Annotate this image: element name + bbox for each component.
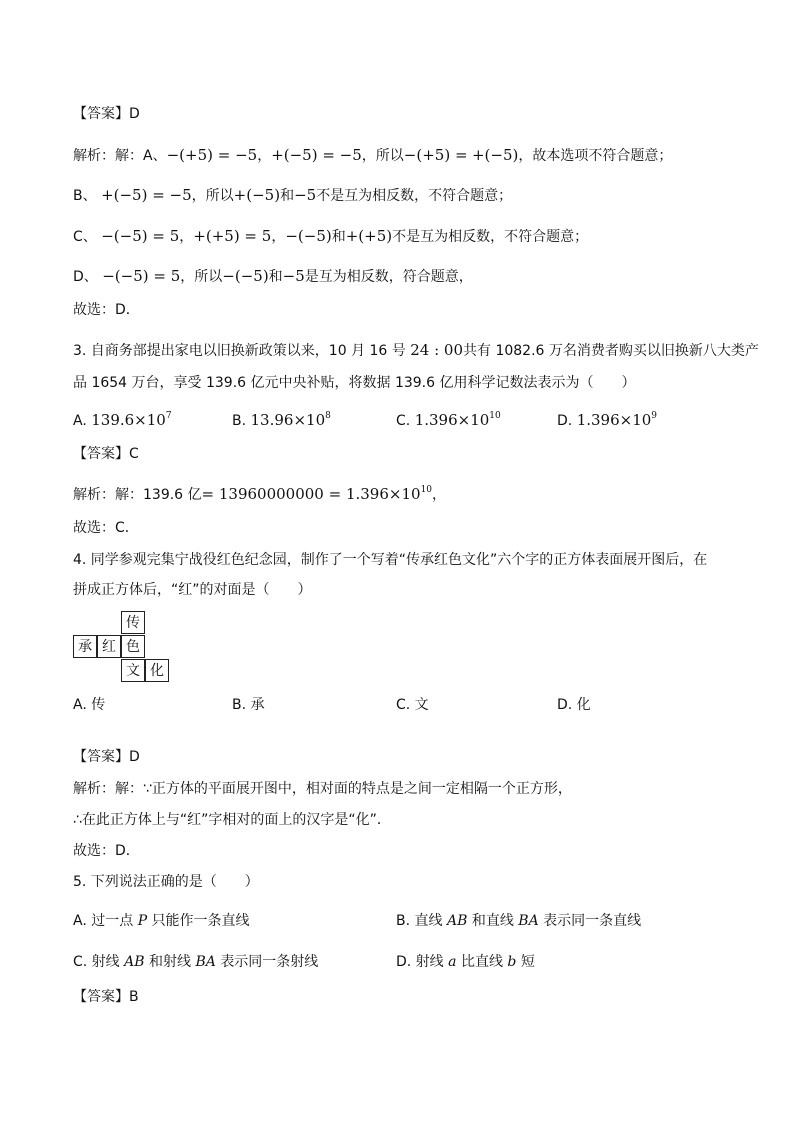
net-cell-se: 色	[121, 635, 145, 658]
net-cell-chuan: 传	[121, 611, 145, 634]
answer-label: 【答案】D	[73, 106, 140, 122]
net-cell-wen: 文	[121, 659, 145, 682]
net-cell-cheng: 承	[73, 635, 97, 658]
question-3-stem-line1: 3. 自商务部提出家电以旧换新政策以来，10 月 16 号 24 : 00共有 1082.6 万名消费者购买以旧换新八大类产	[73, 341, 759, 359]
question-3-stem-line2: 品 1654 万台，享受 139.6 亿元中央补贴，将数据 139.6 亿用科学记数法表示为（ ）	[73, 375, 636, 391]
option-c: C. $1.396\times 10^{10}$	[396, 411, 501, 429]
option-a: A. 传	[73, 697, 106, 713]
choose-line: 故选：C．	[73, 520, 139, 536]
choose-line: 故选：D．	[73, 843, 140, 859]
question-4-stem-line1: 4. 同学参观完集宁战役红色纪念园，制作了一个写着“传承红色文化”六个字的正方体表面展开图后，在	[73, 552, 708, 568]
option-a: A. 过一点 P 只能作一条直线	[73, 913, 250, 929]
analysis-line-1: 解析：解：∵正方体的平面展开图中，相对面的特点是之间一定相隔一个正方形，	[73, 781, 572, 797]
option-d: D. 化	[557, 697, 591, 713]
question-5-stem: 5. 下列说法正确的是（ ）	[73, 874, 259, 890]
analysis-line-2: ∴在此正方体上与“红”字相对的面上的汉字是“化”．	[73, 812, 391, 828]
answer-label: 【答案】C	[73, 446, 139, 462]
option-b: B. $13.96\times 10^8$	[232, 411, 331, 429]
net-cell-hong: 红	[97, 635, 121, 658]
option-d: D. 射线 a 比直线 b 短	[396, 954, 535, 970]
option-c: C. 射线 AB 和射线 BA 表示同一条射线	[73, 954, 319, 970]
question-4-stem-line2: 拼成正方体后，“红”的对面是（ ）	[73, 582, 312, 598]
option-b: B. 直线 AB 和直线 BA 表示同一条直线	[396, 913, 642, 929]
answer-label: 【答案】D	[73, 749, 140, 765]
option-b: B. 承	[232, 697, 265, 713]
analysis-line: 解析：解：139.6 亿= $13960000000 = 1.396\times 10^{10}$，	[73, 485, 447, 503]
cube-net-figure	[73, 611, 171, 683]
analysis-line-d: D、 −(−5) = 5，所以−(−5)和−5是互为相反数，符合题意，	[73, 267, 473, 285]
analysis-line-a: 解析：解：A、−(+5) = −5，+(−5) = −5，所以−(+5) = +(−5)，故本选项不符合题意；	[73, 146, 673, 164]
answer-label: 【答案】B	[73, 989, 139, 1005]
analysis-line-c: C、 −(−5) = 5，+(+5) = 5，−(−5)和+(+5)不是互为相反数，不符合题意；	[73, 227, 589, 245]
option-d: D. $1.396\times 10^9$	[557, 411, 658, 429]
option-c: C. 文	[396, 697, 429, 713]
choose-line: 故选：D．	[73, 302, 140, 318]
analysis-line-b: B、 +(−5) = −5，所以+(−5)和−5不是互为相反数，不符合题意；	[73, 186, 513, 204]
net-cell-hua: 化	[145, 659, 169, 682]
option-a: A. $139.6\times 10^7$	[73, 411, 172, 429]
